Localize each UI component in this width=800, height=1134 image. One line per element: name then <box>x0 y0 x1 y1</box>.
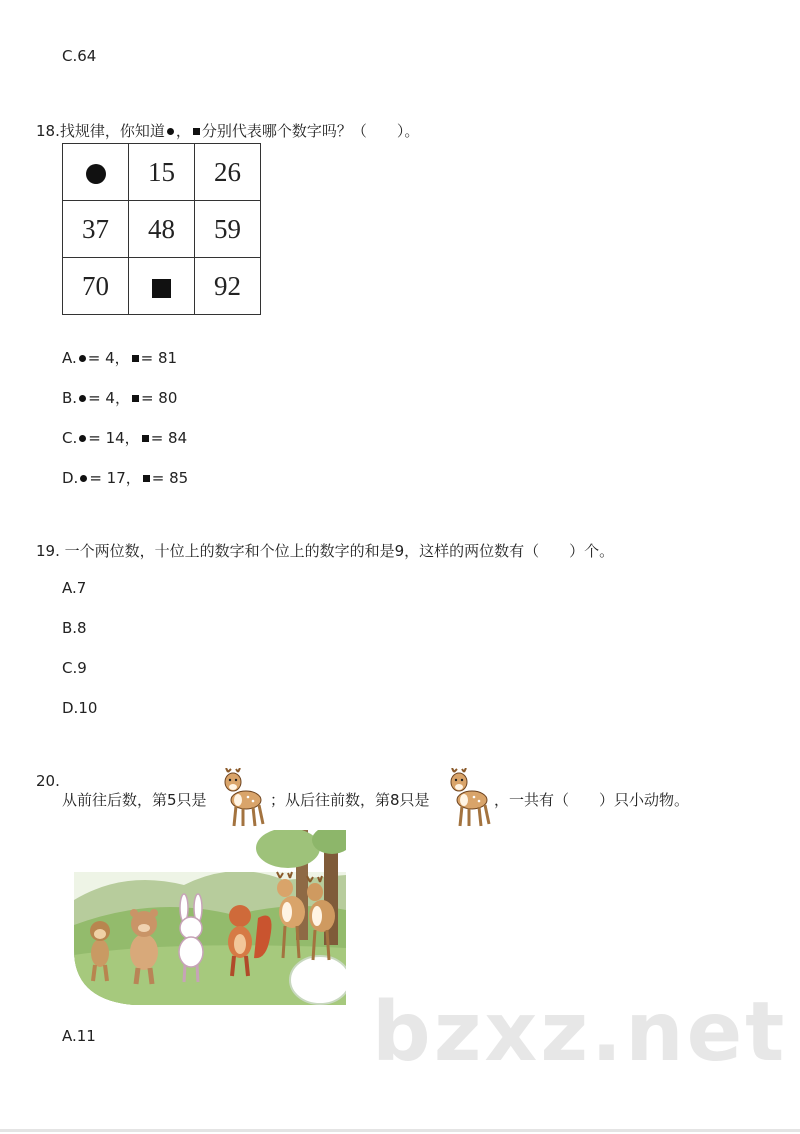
square-icon <box>142 435 149 442</box>
grid-cell: 48 <box>129 201 195 258</box>
circle-icon <box>80 475 87 482</box>
square-icon <box>152 279 171 298</box>
circle-icon <box>86 164 106 184</box>
q18-option-a: A. = 4， = 81 <box>62 349 178 367</box>
q20-text-1: 从前往后数，第5只是 <box>62 791 207 809</box>
watermark: bzxz.net <box>372 985 788 1080</box>
table-row <box>63 201 261 258</box>
page-divider <box>0 1129 800 1132</box>
grid-cell: 59 <box>195 201 261 258</box>
square-icon <box>132 395 139 402</box>
grid-cell <box>63 144 129 201</box>
circle-icon <box>79 435 86 442</box>
table-row <box>63 144 261 201</box>
table-row <box>63 258 261 315</box>
circle-icon <box>79 395 86 402</box>
q19-option-d: D.10 <box>62 699 98 717</box>
q20-text-3: ，一共有（ ）只小动物。 <box>494 791 690 809</box>
square-icon <box>132 355 139 362</box>
q19-question: 19. 一个两位数，十位上的数字和个位上的数字的和是9，这样的两位数有（ ）个。 <box>36 542 615 560</box>
q19-option-a: A.7 <box>62 579 87 597</box>
q17-option-c: C.64 <box>62 47 97 65</box>
grid-cell: 92 <box>195 258 261 315</box>
q20-number: 20. <box>36 772 60 790</box>
grid-cell <box>129 258 195 315</box>
q18-option-d: D. = 17， = 85 <box>62 469 189 487</box>
grid-cell: 70 <box>63 258 129 315</box>
q18-number-grid <box>62 143 261 315</box>
animals-scene-illustration <box>74 830 346 1005</box>
q18-option-b: B. = 4， = 80 <box>62 389 178 407</box>
grid-cell: 26 <box>195 144 261 201</box>
grid-cell: 15 <box>129 144 195 201</box>
deer-icon <box>216 768 268 830</box>
grid-cell: 37 <box>63 201 129 258</box>
q18-question: 18.找规律，你知道 ， 分别代表哪个数字吗？（ ）。 <box>36 122 420 140</box>
q18-option-c: C. = 14， = 84 <box>62 429 188 447</box>
circle-icon <box>167 128 174 135</box>
circle-icon <box>79 355 86 362</box>
q19-option-b: B.8 <box>62 619 87 637</box>
q18-text-a: 找规律，你知道 <box>59 122 165 140</box>
deer-icon <box>442 768 494 830</box>
q18-number: 18. <box>36 122 60 140</box>
square-icon <box>143 475 150 482</box>
square-icon <box>193 128 200 135</box>
q18-text-b: 分别代表哪个数字吗？（ ）。 <box>201 122 420 140</box>
q19-option-c: C.9 <box>62 659 87 677</box>
q20-text-2: ；从后往前数，第8只是 <box>270 791 430 809</box>
q20-option-a: A.11 <box>62 1027 96 1045</box>
